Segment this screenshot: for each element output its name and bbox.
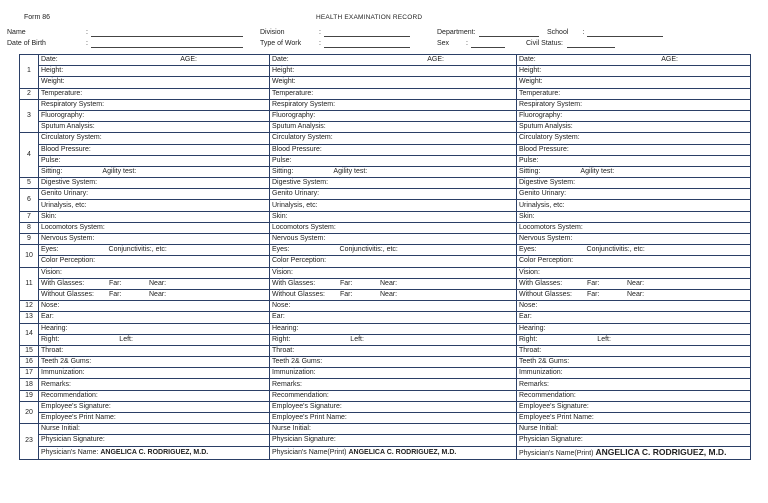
cell-date-col3[interactable] xyxy=(517,55,751,66)
table-row xyxy=(20,88,751,99)
cell-fluorography-col3[interactable]: Fluorography: xyxy=(517,110,751,121)
table-row xyxy=(20,110,751,121)
table-row xyxy=(20,446,751,459)
table-row xyxy=(20,357,751,368)
cell-with-glasses-col1[interactable] xyxy=(39,278,270,289)
cell-digestive-system-col2[interactable]: Digestive System: xyxy=(270,178,517,189)
age-label: AGE: xyxy=(661,56,678,64)
school-label: School xyxy=(547,29,569,36)
eyes-label: Eyes: xyxy=(272,246,290,254)
form-number: Form 86 xyxy=(24,14,51,21)
table-row xyxy=(20,200,751,211)
conjunctivitis-etc-label: Conjunctivitis:, etc: xyxy=(108,246,167,254)
table-row xyxy=(20,99,751,110)
table-row xyxy=(20,312,751,323)
cell-circulatory-system-col3[interactable]: Circulatory System: xyxy=(517,133,751,144)
paired-fields xyxy=(519,55,748,65)
without-glasses-label: Without Glasses: xyxy=(272,291,325,299)
cell-fluorography-col2[interactable]: Fluorography: xyxy=(270,110,517,121)
cell-physician-s-name-col1[interactable] xyxy=(39,446,270,459)
far-label: Far: xyxy=(587,291,600,299)
cell-circulatory-system-col2[interactable]: Circulatory System: xyxy=(270,133,517,144)
physician-name-label: Physician's Name(Print) xyxy=(272,448,347,456)
vision-fields xyxy=(272,290,514,300)
table-row xyxy=(20,178,751,189)
cell-sputum-analysis-col1[interactable]: Sputum Analysis: xyxy=(39,122,270,133)
cell-urinalysis-etc-col3[interactable]: Urinalysis, etc: xyxy=(517,200,751,211)
cell-employee-s-print-name-col2[interactable]: Employee's Print Name: xyxy=(270,413,517,424)
cell-genito-urinary-col1[interactable]: Genito Urinary: xyxy=(39,189,270,200)
age-label: AGE: xyxy=(427,56,444,64)
cell-vision-col1[interactable]: Vision: xyxy=(39,267,270,278)
row-number: 8 xyxy=(20,222,39,233)
cell-ear-col3[interactable]: Ear: xyxy=(517,312,751,323)
table-row xyxy=(20,424,751,435)
left-label: Left: xyxy=(350,335,364,343)
cell-physician-s-name-col2[interactable] xyxy=(270,446,517,459)
row-number: 13 xyxy=(20,312,39,323)
cell-respiratory-system-col1[interactable]: Respiratory System: xyxy=(39,99,270,110)
cell-employee-s-print-name-col3[interactable]: Employee's Print Name: xyxy=(517,413,751,424)
division-line[interactable] xyxy=(324,30,410,37)
cell-circulatory-system-col1[interactable]: Circulatory System: xyxy=(39,133,270,144)
cell-temperature-col2[interactable]: Temperature: xyxy=(270,88,517,99)
agility-test-label: Agility test: xyxy=(102,167,137,175)
table-row xyxy=(20,155,751,166)
dob-line[interactable] xyxy=(91,41,243,48)
table-row xyxy=(20,267,751,278)
row-number: 6 xyxy=(20,189,39,211)
table-row xyxy=(20,133,751,144)
cell-locomotors-system-col3[interactable]: Locomotors System: xyxy=(517,222,751,233)
right-label: Right: xyxy=(519,335,538,343)
conjunctivitis-etc-label: Conjunctivitis:, etc: xyxy=(586,246,645,254)
paired-fields xyxy=(41,245,267,255)
date-label: Date: xyxy=(41,56,58,64)
row-number: 14 xyxy=(20,323,39,345)
dob-label: Date of Birth xyxy=(7,40,46,47)
cell-urinalysis-etc-col1[interactable]: Urinalysis, etc: xyxy=(39,200,270,211)
right-label: Right: xyxy=(272,335,291,343)
physician-name-value: ANGELICA C. RODRIGUEZ, M.D. xyxy=(595,446,727,457)
division-label: Division xyxy=(260,29,285,36)
physician-name-value: ANGELICA C. RODRIGUEZ, M.D. xyxy=(348,448,457,456)
cell-nose-col2[interactable]: Nose: xyxy=(270,301,517,312)
cell-recommendation-col2[interactable]: Recommendation: xyxy=(270,390,517,401)
table-row xyxy=(20,256,751,267)
table-row xyxy=(20,66,751,77)
cell-right-col3[interactable] xyxy=(517,334,751,345)
cell-remarks-col3[interactable]: Remarks: xyxy=(517,379,751,390)
cell-sitting-col2[interactable] xyxy=(270,166,517,177)
civil-status-label: Civil Status: xyxy=(526,40,563,47)
health-record-table xyxy=(19,54,751,460)
paired-fields xyxy=(519,245,748,255)
cell-skin-col1[interactable]: Skin: xyxy=(39,211,270,222)
cell-physician-signature-col3[interactable]: Physician Signature: xyxy=(517,435,751,446)
vision-fields xyxy=(41,290,267,300)
left-label: Left: xyxy=(597,335,611,343)
table-row xyxy=(20,278,751,289)
row-number: 3 xyxy=(20,99,39,133)
near-label: Near: xyxy=(149,279,167,287)
table-row xyxy=(20,122,751,133)
cell-without-glasses-col1[interactable] xyxy=(39,289,270,300)
table-row xyxy=(20,245,751,256)
paired-fields xyxy=(519,335,748,345)
cell-pulse-col3[interactable]: Pulse: xyxy=(517,155,751,166)
sitting-label: Sitting: xyxy=(272,167,294,175)
cell-weight-col1[interactable]: Weight: xyxy=(39,77,270,88)
cell-sitting-col1[interactable] xyxy=(39,166,270,177)
cell-with-glasses-col2[interactable] xyxy=(270,278,517,289)
row-number: 5 xyxy=(20,178,39,189)
row-number: 17 xyxy=(20,368,39,379)
cell-right-col2[interactable] xyxy=(270,334,517,345)
paired-fields xyxy=(272,335,514,345)
cell-physician-signature-col1[interactable]: Physician Signature: xyxy=(39,435,270,446)
agility-test-label: Agility test: xyxy=(580,167,615,175)
date-label: Date: xyxy=(519,56,536,64)
cell-digestive-system-col3[interactable]: Digestive System: xyxy=(517,178,751,189)
cell-remarks-col1[interactable]: Remarks: xyxy=(39,379,270,390)
cell-color-perception-col1[interactable]: Color Perception: xyxy=(39,256,270,267)
table-row xyxy=(20,77,751,88)
cell-immunization-col3[interactable]: Immunization: xyxy=(517,368,751,379)
row-number: 12 xyxy=(20,301,39,312)
far-label: Far: xyxy=(109,291,122,299)
name-field[interactable]: Name : xyxy=(7,29,243,37)
cell-teeth-2-gums-col2[interactable]: Teeth 2& Gums: xyxy=(270,357,517,368)
cell-without-glasses-col2[interactable] xyxy=(270,289,517,300)
table-row xyxy=(20,323,751,334)
cell-hearing-col3[interactable]: Hearing: xyxy=(517,323,751,334)
cell-skin-col3[interactable]: Skin: xyxy=(517,211,751,222)
cell-throat-col3[interactable]: Throat: xyxy=(517,345,751,356)
sex-label: Sex xyxy=(437,40,450,47)
cell-immunization-col2[interactable]: Immunization: xyxy=(270,368,517,379)
type-of-work-line[interactable] xyxy=(324,41,410,48)
without-glasses-label: Without Glasses: xyxy=(41,291,94,299)
cell-nose-col1[interactable]: Nose: xyxy=(39,301,270,312)
table-row xyxy=(20,413,751,424)
cell-hearing-col1[interactable]: Hearing: xyxy=(39,323,270,334)
physician-name-value: ANGELICA C. RODRIGUEZ, M.D. xyxy=(100,448,209,456)
cell-remarks-col2[interactable]: Remarks: xyxy=(270,379,517,390)
vision-fields xyxy=(41,279,267,289)
paired-fields xyxy=(272,245,514,255)
table-row xyxy=(20,334,751,345)
cell-teeth-2-gums-col3[interactable]: Teeth 2& Gums: xyxy=(517,357,751,368)
table-row xyxy=(20,55,751,66)
cell-eyes-col2[interactable] xyxy=(270,245,517,256)
cell-weight-col2[interactable]: Weight: xyxy=(270,77,517,88)
cell-respiratory-system-col3[interactable]: Respiratory System: xyxy=(517,99,751,110)
cell-height-col2[interactable]: Height: xyxy=(270,66,517,77)
table-row xyxy=(20,211,751,222)
table-row xyxy=(20,144,751,155)
row-number: 9 xyxy=(20,234,39,245)
table-row xyxy=(20,401,751,412)
cell-hearing-col2[interactable]: Hearing: xyxy=(270,323,517,334)
type-of-work-field[interactable]: Type of Work : xyxy=(260,40,410,48)
conjunctivitis-etc-label: Conjunctivitis:, etc: xyxy=(339,246,398,254)
paired-fields xyxy=(41,335,267,345)
table-row xyxy=(20,390,751,401)
far-label: Far: xyxy=(340,279,353,287)
vision-fields xyxy=(272,279,514,289)
row-number: 2 xyxy=(20,88,39,99)
row-number: 23 xyxy=(20,424,39,459)
cell-locomotors-system-col1[interactable]: Locomotors System: xyxy=(39,222,270,233)
cell-color-perception-col3[interactable]: Color Perception: xyxy=(517,256,751,267)
cell-urinalysis-etc-col2[interactable]: Urinalysis, etc: xyxy=(270,200,517,211)
sex-field[interactable]: Sex : xyxy=(437,40,505,48)
cell-eyes-col1[interactable] xyxy=(39,245,270,256)
cell-recommendation-col1[interactable]: Recommendation: xyxy=(39,390,270,401)
table-row xyxy=(20,234,751,245)
type-of-work-label: Type of Work xyxy=(260,40,302,47)
row-number: 7 xyxy=(20,211,39,222)
cell-blood-pressure-col1[interactable]: Blood Pressure: xyxy=(39,144,270,155)
cell-blood-pressure-col3[interactable]: Blood Pressure: xyxy=(517,144,751,155)
cell-date-col1[interactable] xyxy=(39,55,270,66)
eyes-label: Eyes: xyxy=(41,246,59,254)
cell-genito-urinary-col3[interactable]: Genito Urinary: xyxy=(517,189,751,200)
cell-skin-col2[interactable]: Skin: xyxy=(270,211,517,222)
cell-digestive-system-col1[interactable]: Digestive System: xyxy=(39,178,270,189)
with-glasses-label: With Glasses: xyxy=(272,279,316,287)
row-number: 18 xyxy=(20,379,39,390)
table-row xyxy=(20,301,751,312)
cell-throat-col1[interactable]: Throat: xyxy=(39,345,270,356)
cell-ear-col1[interactable]: Ear: xyxy=(39,312,270,323)
cell-teeth-2-gums-col1[interactable]: Teeth 2& Gums: xyxy=(39,357,270,368)
cell-nurse-initial-col1[interactable]: Nurse Initial: xyxy=(39,424,270,435)
age-label: AGE: xyxy=(180,56,197,64)
paired-fields xyxy=(272,167,514,177)
vision-fields xyxy=(519,279,748,289)
cell-employee-s-signature-col2[interactable]: Employee's Signature: xyxy=(270,401,517,412)
row-number: 16 xyxy=(20,357,39,368)
cell-vision-col3[interactable]: Vision: xyxy=(517,267,751,278)
table-row xyxy=(20,345,751,356)
civil-status-field[interactable] xyxy=(526,40,615,48)
cell-vision-col2[interactable]: Vision: xyxy=(270,267,517,278)
name-label: Name xyxy=(7,29,26,36)
cell-physician-signature-col2[interactable]: Physician Signature: xyxy=(270,435,517,446)
cell-sputum-analysis-col3[interactable]: Sputum Analysis: xyxy=(517,122,751,133)
cell-genito-urinary-col2[interactable]: Genito Urinary: xyxy=(270,189,517,200)
table-row xyxy=(20,435,751,446)
with-glasses-label: With Glasses: xyxy=(519,279,563,287)
row-number: 1 xyxy=(20,55,39,89)
cell-nervous-system-col1[interactable]: Nervous System: xyxy=(39,234,270,245)
table-row xyxy=(20,289,751,300)
row-number: 15 xyxy=(20,345,39,356)
near-label: Near: xyxy=(627,279,645,287)
cell-immunization-col1[interactable]: Immunization: xyxy=(39,368,270,379)
paired-fields xyxy=(519,167,748,177)
paired-fields xyxy=(41,167,267,177)
row-number: 19 xyxy=(20,390,39,401)
cell-pulse-col1[interactable]: Pulse: xyxy=(39,155,270,166)
name-line[interactable] xyxy=(91,30,243,37)
row-number: 11 xyxy=(20,267,39,301)
vision-fields xyxy=(519,290,748,300)
cell-physician-s-name-col3[interactable] xyxy=(517,446,751,459)
sitting-label: Sitting: xyxy=(519,167,541,175)
cell-sitting-col3[interactable] xyxy=(517,166,751,177)
school-field[interactable]: School : xyxy=(547,29,663,37)
cell-respiratory-system-col2[interactable]: Respiratory System: xyxy=(270,99,517,110)
cell-blood-pressure-col2[interactable]: Blood Pressure: xyxy=(270,144,517,155)
near-label: Near: xyxy=(380,291,398,299)
left-label: Left: xyxy=(119,335,133,343)
table-row xyxy=(20,222,751,233)
cell-sputum-analysis-col2[interactable]: Sputum Analysis: xyxy=(270,122,517,133)
cell-pulse-col2[interactable]: Pulse: xyxy=(270,155,517,166)
department-line[interactable] xyxy=(479,30,539,37)
agility-test-label: Agility test: xyxy=(333,167,368,175)
physician-name-label: Physician's Name: xyxy=(41,448,99,456)
date-label: Date: xyxy=(272,56,289,64)
sex-line[interactable] xyxy=(471,41,505,48)
cell-employee-s-signature-col1[interactable]: Employee's Signature: xyxy=(39,401,270,412)
cell-temperature-col3[interactable]: Temperature: xyxy=(517,88,751,99)
far-label: Far: xyxy=(340,291,353,299)
cell-date-col2[interactable] xyxy=(270,55,517,66)
paired-fields xyxy=(41,55,267,65)
cell-employee-s-signature-col3[interactable]: Employee's Signature: xyxy=(517,401,751,412)
row-number: 4 xyxy=(20,133,39,178)
cell-height-col1[interactable]: Height: xyxy=(39,66,270,77)
cell-height-col3[interactable]: Height: xyxy=(517,66,751,77)
cell-recommendation-col3[interactable]: Recommendation: xyxy=(517,390,751,401)
cell-fluorography-col1[interactable]: Fluorography: xyxy=(39,110,270,121)
table-row xyxy=(20,368,751,379)
cell-throat-col2[interactable]: Throat: xyxy=(270,345,517,356)
cell-color-perception-col2[interactable]: Color Perception: xyxy=(270,256,517,267)
row-number: 20 xyxy=(20,401,39,423)
cell-nervous-system-col2[interactable]: Nervous System: xyxy=(270,234,517,245)
eyes-label: Eyes: xyxy=(519,246,537,254)
far-label: Far: xyxy=(109,279,122,287)
with-glasses-label: With Glasses: xyxy=(41,279,85,287)
civil-status-line[interactable] xyxy=(567,41,615,48)
near-label: Near: xyxy=(627,291,645,299)
paired-fields xyxy=(272,55,514,65)
sitting-label: Sitting: xyxy=(41,167,63,175)
cell-weight-col3[interactable]: Weight: xyxy=(517,77,751,88)
far-label: Far: xyxy=(587,279,600,287)
department-label: Department: xyxy=(437,29,476,36)
department-field[interactable] xyxy=(437,29,539,37)
table-row xyxy=(20,379,751,390)
division-field[interactable]: Division : xyxy=(260,29,410,37)
near-label: Near: xyxy=(380,279,398,287)
cell-ear-col2[interactable]: Ear: xyxy=(270,312,517,323)
cell-nervous-system-col3[interactable]: Nervous System: xyxy=(517,234,751,245)
physician-name-label: Physician's Name(Print) xyxy=(519,449,594,457)
cell-eyes-col3[interactable] xyxy=(517,245,751,256)
without-glasses-label: Without Glasses: xyxy=(519,291,572,299)
right-label: Right: xyxy=(41,335,60,343)
school-line[interactable] xyxy=(587,30,663,37)
cell-nose-col3[interactable]: Nose: xyxy=(517,301,751,312)
near-label: Near: xyxy=(149,291,167,299)
cell-right-col1[interactable] xyxy=(39,334,270,345)
cell-without-glasses-col3[interactable] xyxy=(517,289,751,300)
table-row xyxy=(20,189,751,200)
form-title: HEALTH EXAMINATION RECORD xyxy=(316,14,423,21)
cell-locomotors-system-col2[interactable]: Locomotors System: xyxy=(270,222,517,233)
table-row xyxy=(20,166,751,177)
dob-field[interactable]: Date of Birth : xyxy=(7,40,243,48)
row-number: 10 xyxy=(20,245,39,267)
cell-temperature-col1[interactable]: Temperature: xyxy=(39,88,270,99)
cell-with-glasses-col3[interactable] xyxy=(517,278,751,289)
cell-nurse-initial-col2[interactable]: Nurse Initial: xyxy=(270,424,517,435)
cell-nurse-initial-col3[interactable]: Nurse Initial: xyxy=(517,424,751,435)
cell-employee-s-print-name-col1[interactable]: Employee's Print Name: xyxy=(39,413,270,424)
